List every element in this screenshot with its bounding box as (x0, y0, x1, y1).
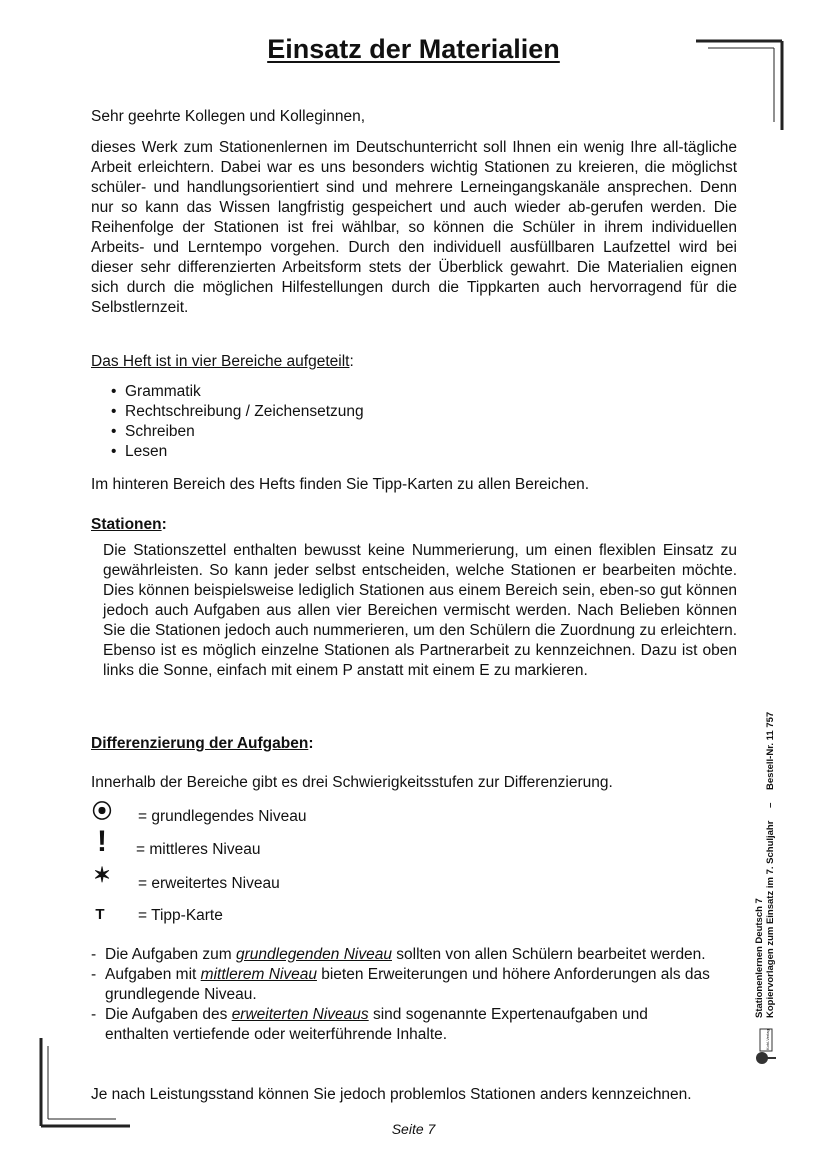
target-circle-icon: ⦿ (92, 801, 112, 823)
level-row: ⦿ = grundlegendes Niveau (92, 801, 307, 825)
level-row: ! = mittleres Niveau (91, 828, 491, 862)
differentiation-heading: Differenzierung der Aufgaben: (91, 735, 314, 752)
level-row: ✶ = erweitertes Niveau (91, 868, 491, 896)
list-item: • Lesen (91, 442, 364, 462)
stations-paragraph: Die Stationszettel enthalten bewusst keine Nummerierung, um einen flexiblen Einsatz zu gewährleisten. So kann jeder selbst entscheiden, welche Stationen er bearbeiten möchte. Dies können beispielsweise lediglich Stationen aus einem Bereich sein, eben-so gut können jedoch auch Aufgaben aus allen vier Bereichen vermischt werden. Nach Belieben können Sie die Stationen jedoch auch nummerieren, um den Schülern die Zuordnung zu erleichtern. Ebenso ist es möglich einzelne Stationen als Partnerarbeit zu kennzeichnen. Dazu ist oben links die Sonne, einfach mit einem P anstatt mit einem E zu markieren. (103, 542, 737, 679)
list-item: - Aufgaben mit mittlerem Niveau bieten Erweiterungen und höhere Anforderungen als das grundlegende Niveau. (91, 965, 711, 1005)
greeting: Sehr geehrte Kollegen und Kolleginnen, (91, 108, 366, 125)
list-item: • Rechtschreibung / Zeichensetzung (91, 402, 364, 422)
level-explanations (91, 945, 711, 1045)
areas-heading: Das Heft ist in vier Bereiche aufgeteilt: (91, 353, 354, 370)
intro-paragraph: dieses Werk zum Stationenlernen im Deutschunterricht soll Ihnen ein wenig Ihre all-tägliche Arbeit erleichtern. Dabei war es uns besonders wichtig Stationen zu kreieren, die möglichst schüler- und handlungsorientiert sind und mehrere Lerneingangskanäle ansprechen. Denn nur so kann das Wissen langfristig gespeichert und auch wieder ab-gerufen werden. Die Reihenfolge der Stationen ist frei wählbar, so können die Schüler in ihrem individuellen Arbeits- und Lerntempo vorgehen. Durch den individuell ausfüllbaren Laufzettel wird bei dieser sehr differenzierten Arbeitsform stets der Überblick gewahrt. Die Materialien eignen sich durch die möglichen Hilfestellungen durch die Tippkarten auch hervorragend für die Selbstlernzeit. (91, 139, 737, 316)
list-item: • Schreiben (91, 422, 364, 442)
tip-cards-note: Im hinteren Bereich des Hefts finden Sie Tipp-Karten zu allen Bereichen. (91, 476, 589, 493)
stations-heading: Stationen: (91, 516, 167, 533)
page-title: Einsatz der Materialien (267, 34, 560, 64)
corner-ornament-bottom-left (36, 1036, 136, 1132)
publisher-sidebar (752, 706, 822, 1066)
list-item: - Die Aufgaben zum grundlegenden Niveau sollten von allen Schülern bearbeitet werden. (91, 945, 711, 965)
sidebar-title: Stationenlernen Deutsch 7 (754, 898, 765, 1018)
t-letter-icon: T (95, 906, 105, 923)
closing-sentence: Je nach Leistungsstand können Sie jedoch problemlos Stationen anders kennzeichnen. (91, 1086, 692, 1103)
list-item: • Grammatik (91, 382, 364, 402)
stations-heading-text: Stationen (91, 516, 162, 533)
level-row: T = Tipp-Karte (91, 902, 491, 926)
areas-heading-text: Das Heft ist in vier Bereiche aufgeteilt (91, 353, 350, 370)
publisher-logo: Kohl-Verlag (752, 1028, 780, 1066)
list-item: - Die Aufgaben des erweiterten Niveaus sind sogenannte Expertenaufgaben und enthalten vertiefende oder weiterführende Inhalte. (91, 1005, 711, 1045)
page-number: Seite 7 (391, 1121, 436, 1137)
corner-ornament-top-right (690, 36, 790, 132)
differentiation-heading-text: Differenzierung der Aufgaben (91, 735, 309, 752)
sidebar-subtitle: Kopiervorlagen zum Einsatz im 7. Schuljahr – Bestell-Nr. 11 757 (765, 711, 776, 1018)
star-icon: ✶ (93, 864, 111, 887)
exclamation-icon: ! (97, 825, 107, 858)
order-number: Bestell-Nr. 11 757 (765, 711, 776, 790)
areas-list (91, 382, 364, 462)
level-legend (91, 801, 491, 929)
differentiation-intro: Innerhalb der Bereiche gibt es drei Schwierigkeitsstufen zur Differenzierung. (91, 774, 613, 791)
